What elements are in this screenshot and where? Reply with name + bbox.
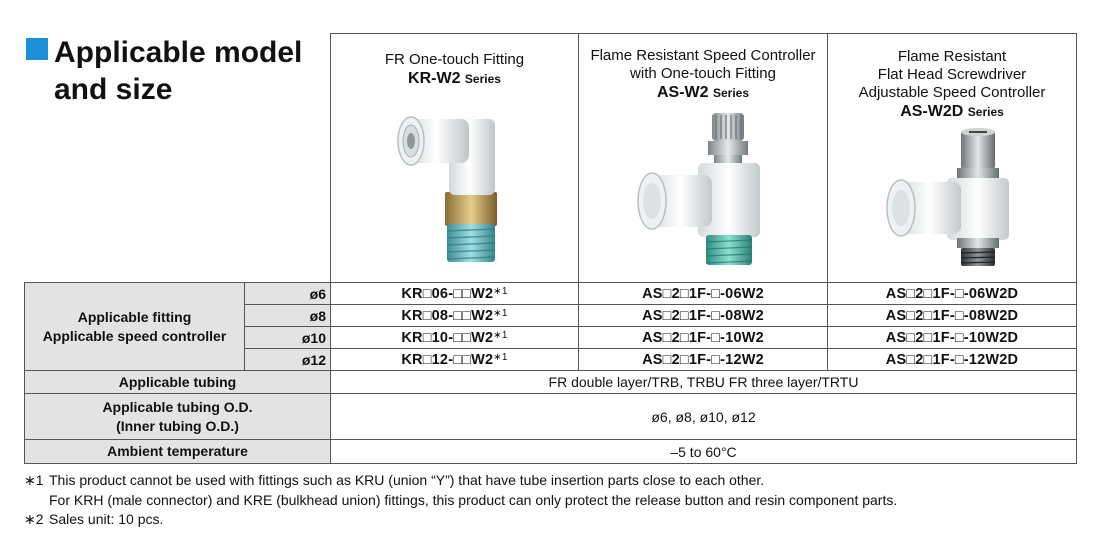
as-w2-model-cell: AS□2□1F-□-08W2 [579, 305, 828, 327]
kr-w2-series-word: Series [464, 72, 501, 86]
kr-model-cell [331, 327, 579, 349]
elbow-fitting-icon [385, 97, 525, 265]
as-w2d-desc-line-2: Flat Head Screwdriver [877, 66, 1027, 83]
footnote-text: Sales unit: 10 pcs. [49, 511, 164, 527]
as-w2-model-cell: AS□2□1F-□-06W2 [579, 283, 828, 305]
as-w2-model-cell: AS□2□1F-□-10W2 [579, 327, 828, 349]
size-cell: ø6 [245, 283, 331, 305]
as-w2-series [579, 83, 827, 103]
as-w2d-desc-line-3: Adjustable Speed Controller [858, 84, 1046, 101]
ambient-row [25, 440, 1077, 464]
speed-controller-knob-icon [628, 111, 778, 269]
kr-model-note: ∗1 [493, 329, 508, 341]
as-w2d-desc-line-1: Flame Resistant [897, 48, 1007, 65]
tubing-value: FR double layer/TRB, TRBU FR three layer/TRTU [331, 371, 1077, 394]
footnote-1-continued [24, 491, 897, 511]
header-as-w2d [828, 34, 1077, 283]
spec-table [24, 33, 1077, 464]
as-w2d-series-word: Series [967, 105, 1004, 119]
tubing-od-label [25, 394, 331, 440]
kr-model-cell [331, 283, 579, 305]
as-w2-model-cell: AS□2□1F-□-12W2 [579, 349, 828, 371]
ambient-value: –5 to 60°C [331, 440, 1077, 464]
fitting-label-line-1: Applicable fitting [77, 308, 192, 325]
as-w2d-model-cell: AS□2□1F-□-08W2D [828, 305, 1077, 327]
fitting-label-line-2: Applicable speed controller [42, 327, 227, 344]
as-w2d-model-cell: AS□2□1F-□-06W2D [828, 283, 1077, 305]
as-w2d-series [828, 102, 1076, 122]
tubing-od-value: ø6, ø8, ø10, ø12 [331, 394, 1077, 440]
tubing-od-row [25, 394, 1077, 440]
kr-model-note: ∗1 [493, 285, 508, 297]
size-cell: ø10 [245, 327, 331, 349]
kr-w2-series [331, 69, 578, 89]
footnote-mark: ∗1 [24, 472, 44, 488]
kr-model: KR□12-□□W2 [401, 351, 494, 368]
as-w2-desc-line-1: Flame Resistant Speed Controller [590, 47, 816, 64]
as-w2-series-code: AS-W2 [656, 84, 709, 101]
title-line-1: Applicable model [54, 36, 303, 69]
title-line-2: and size [54, 73, 173, 106]
as-w2-series-word: Series [712, 86, 750, 100]
kr-model: KR□06-□□W2 [401, 285, 494, 302]
kr-w2-desc-line-1: FR One-touch Fitting [384, 51, 525, 68]
kr-model-note: ∗1 [493, 307, 508, 319]
fitting-label-cell [25, 283, 245, 371]
kr-model-cell [331, 305, 579, 327]
kr-model: KR□10-□□W2 [401, 329, 494, 346]
header-blank-cell [25, 34, 331, 283]
header-row [25, 34, 1077, 283]
fitting-row-6 [25, 283, 1077, 305]
size-cell: ø8 [245, 305, 331, 327]
footnote-mark: ∗2 [24, 511, 44, 527]
as-w2d-series-code: AS-W2D [900, 103, 964, 120]
header-kr-w2 [331, 34, 579, 283]
footnote-text: This product cannot be used with fittings such as KRU (union “Y”) that have tube insertion parts close to each other. [49, 472, 765, 488]
footnotes [24, 471, 897, 530]
kr-model-note: ∗1 [493, 351, 508, 363]
size-cell: ø12 [245, 349, 331, 371]
as-w2d-model-cell: AS□2□1F-□-12W2D [828, 349, 1077, 371]
speed-controller-screwdriver-icon [877, 128, 1027, 268]
as-w2d-model-cell: AS□2□1F-□-10W2D [828, 327, 1077, 349]
footnote-2 [24, 510, 897, 530]
kr-model: KR□08-□□W2 [401, 307, 494, 324]
tubing-row [25, 371, 1077, 394]
header-as-w2 [579, 34, 828, 283]
kr-model-cell [331, 349, 579, 371]
tubing-od-label-line-2: (Inner tubing O.D.) [116, 417, 239, 434]
kr-w2-series-code: KR-W2 [408, 70, 461, 87]
ambient-label: Ambient temperature [25, 440, 331, 464]
tubing-od-label-line-1: Applicable tubing O.D. [102, 398, 253, 415]
footnote-1 [24, 471, 897, 491]
as-w2-desc-line-2: with One-touch Fitting [630, 65, 776, 82]
tubing-label: Applicable tubing [25, 371, 331, 394]
footnote-text: For KRH (male connector) and KRE (bulkhead union) fittings, this product can only protect the release button and resin component parts. [49, 491, 898, 508]
